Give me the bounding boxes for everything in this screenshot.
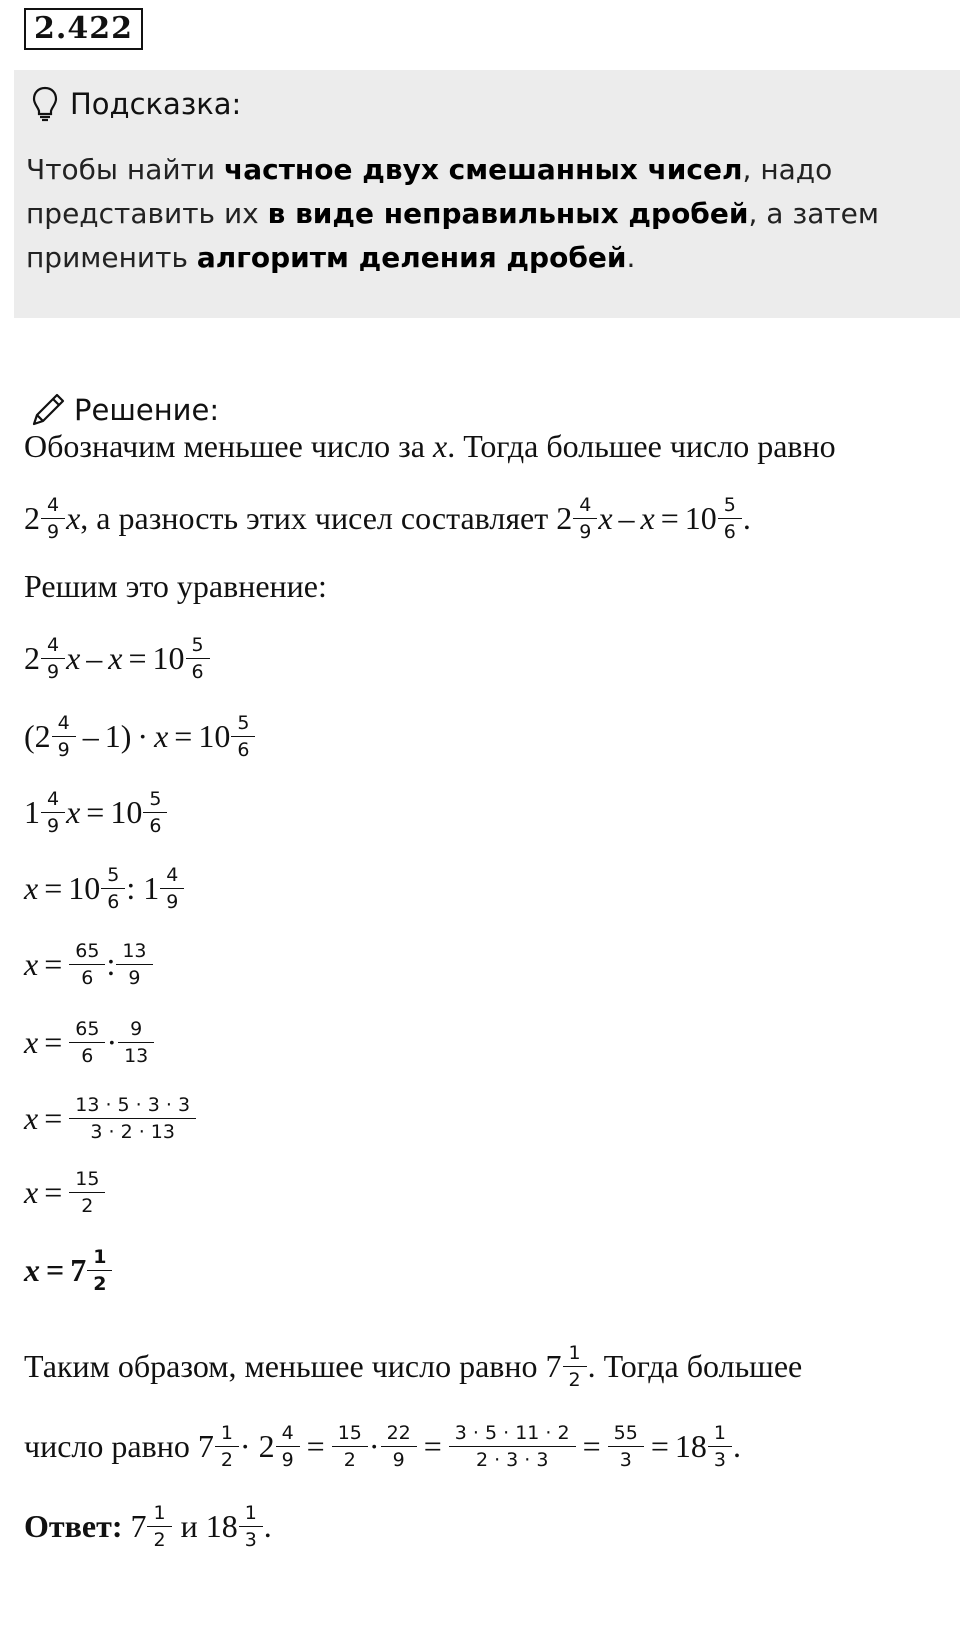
equation-step: x = $\frac{65}{6}$ : $\frac{13}{9}$ <box>24 926 154 1002</box>
fraction: $\frac{1}{2}$ <box>218 1421 236 1472</box>
equation-step: 1 $\frac{4}{9}$ x = 10 $\frac{5}{6}$ <box>24 774 168 850</box>
text: Обозначим меньшее число за <box>24 427 425 464</box>
solution-line <box>24 408 836 484</box>
equation-step: ( 2 $\frac{4}{9}$ – 1 ) · x = 10 $\frac{5}{6}$ <box>24 698 256 774</box>
fraction: $\frac{5}{6}$ <box>104 863 122 914</box>
fraction: $\frac{4}{9}$ <box>576 493 594 544</box>
fraction: $\frac{1}{2}$ <box>150 1501 168 1552</box>
hint-header <box>32 84 241 124</box>
fraction: $\frac{13}{9}$ <box>119 939 149 990</box>
variable: x <box>66 499 81 536</box>
equation-step: x = $\frac{65}{6}$ · $\frac{9}{13}$ <box>24 1004 155 1080</box>
fraction: $\frac{4}{9}$ <box>44 787 62 838</box>
fraction: $\frac{65}{6}$ <box>72 1017 102 1068</box>
answer-label: Ответ: <box>24 1507 123 1544</box>
text: . Тогда большее число равно <box>447 427 836 464</box>
fraction: $\frac{15}{2}$ <box>72 1167 102 1218</box>
fraction: $\frac{5}{6}$ <box>721 493 739 544</box>
hint-text-part: , а затем применить <box>26 197 880 274</box>
text: . Тогда большее <box>587 1347 803 1384</box>
fraction: $\frac{1}{3}$ <box>242 1501 260 1552</box>
solution-title: Решение: <box>74 393 220 427</box>
lightbulb-icon <box>32 86 58 122</box>
variable: x <box>433 427 448 464</box>
hint-text-part: Чтобы найти <box>26 153 224 186</box>
fraction: $\frac{65}{6}$ <box>72 939 102 990</box>
fraction: $\frac{5}{6}$ <box>234 711 252 762</box>
variable: x <box>598 499 613 536</box>
fraction: $\frac{1}{2}$ <box>90 1245 109 1296</box>
equation-result: x = 7 $\frac{1}{2}$ <box>24 1232 113 1308</box>
equation-step: x = $\frac{15}{2}$ <box>24 1154 106 1230</box>
hint-text-part: . <box>626 241 636 274</box>
answer-line: Ответ: 7 $\frac{1}{2}$ и 18 $\frac{1}{3}$ . <box>24 1501 272 1551</box>
fraction: $\frac{9}{13}$ <box>121 1017 151 1068</box>
hint-text <box>26 148 946 280</box>
text: и <box>180 1507 198 1544</box>
fraction: $\frac{4}{9}$ <box>279 1421 297 1472</box>
fraction: $\frac{13 \cdot 5 \cdot 3 \cdot 3}{3 \cdot 2 \cdot 13}$ <box>72 1093 193 1144</box>
problem-number: 2.422 <box>24 8 143 50</box>
fraction: $\frac{4}{9}$ <box>163 863 181 914</box>
hint-bold: алгоритм деления дробей <box>196 241 627 274</box>
fraction: $\frac{5}{6}$ <box>146 787 164 838</box>
conclusion-line: число равно 7 $\frac{1}{2}$ · 2 $\frac{4}{9}$ = $\frac{15}{2}$ · $\frac{22}{9}$ = $\frac{3 \cdot 5 \cdot 11 \cdot 2}{2 \cdot 3 \cdot 3}$ = $\frac{55}{3}$ = 18 $\frac{1}{3}$ . <box>24 1421 741 1471</box>
fraction: $\frac{55}{3}$ <box>611 1421 641 1472</box>
hint-title: Подсказка: <box>70 87 242 121</box>
equation-step: x = $\frac{13 \cdot 5 \cdot 3 \cdot 3}{3 \cdot 2 \cdot 13}$ <box>24 1080 197 1156</box>
text: Таким образом, меньшее число равно <box>24 1347 538 1384</box>
solution-line: 2 $\frac{4}{9}$ x , а разность этих чисел составляет 2 $\frac{4}{9}$ x – x = 10 $\frac{5}{6}$ . <box>24 493 751 543</box>
fraction: $\frac{15}{2}$ <box>335 1421 365 1472</box>
mixed-number: 2 $\frac{4}{9}$ <box>556 493 598 544</box>
hint-box <box>14 70 960 318</box>
fraction: $\frac{1}{2}$ <box>566 1341 584 1392</box>
fraction: $\frac{4}{9}$ <box>55 711 73 762</box>
hint-text-part: , надо представить их <box>26 153 833 230</box>
solution-line <box>24 548 327 624</box>
hint-bold: частное двух смешанных чисел <box>223 153 743 186</box>
fraction: $\frac{1}{3}$ <box>711 1421 729 1472</box>
equation-step: 2 $\frac{4}{9}$ x – x = 10 $\frac{5}{6}$ <box>24 620 211 696</box>
fraction: $\frac{4}{9}$ <box>44 633 62 684</box>
fraction: $\frac{4}{9}$ <box>44 493 62 544</box>
fraction: $\frac{5}{6}$ <box>189 633 207 684</box>
mixed-number: 10 $\frac{5}{6}$ <box>685 493 743 544</box>
conclusion-line: Таким образом, меньшее число равно 7 $\frac{1}{2}$ . Тогда большее <box>24 1341 803 1391</box>
fraction: $\frac{22}{9}$ <box>384 1421 414 1472</box>
mixed-number: 2 $\frac{4}{9}$ <box>24 493 66 544</box>
text: , а разность этих чисел составляет <box>80 499 549 536</box>
fraction: $\frac{3 \cdot 5 \cdot 11 \cdot 2}{2 \cdot 3 \cdot 3}$ <box>452 1421 573 1472</box>
hint-bold: в виде неправильных дробей <box>267 197 749 230</box>
text: Решим это уравнение: <box>24 567 327 604</box>
equation-step: x = 10 $\frac{5}{6}$ : 1 $\frac{4}{9}$ <box>24 850 185 926</box>
text: число равно <box>24 1427 190 1464</box>
